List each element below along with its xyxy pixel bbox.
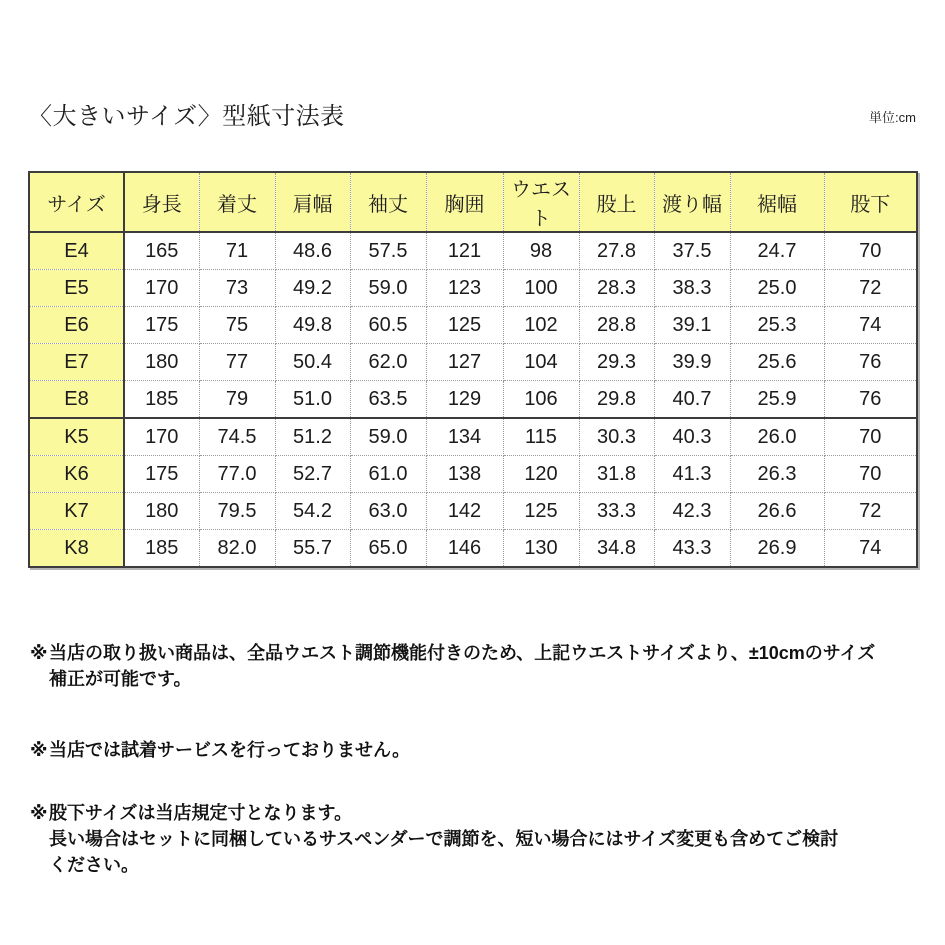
- column-header-10: 股下: [824, 172, 917, 232]
- value-cell: 75: [199, 307, 275, 344]
- value-cell: 59.0: [350, 270, 426, 307]
- size-table: [28, 171, 918, 568]
- note-line: 補正が可能です。: [49, 669, 192, 689]
- size-cell: K6: [29, 456, 124, 493]
- value-cell: 26.3: [730, 456, 824, 493]
- value-cell: 54.2: [275, 493, 350, 530]
- value-cell: 52.7: [275, 456, 350, 493]
- note-marker: ※: [30, 643, 48, 663]
- value-cell: 170: [124, 270, 199, 307]
- table-row-E7: [29, 344, 917, 381]
- value-cell: 73: [199, 270, 275, 307]
- value-cell: 185: [124, 381, 199, 419]
- value-cell: 77: [199, 344, 275, 381]
- value-cell: 26.9: [730, 530, 824, 568]
- value-cell: 127: [426, 344, 503, 381]
- value-cell: 25.6: [730, 344, 824, 381]
- value-cell: 74: [824, 530, 917, 568]
- value-cell: 72: [824, 270, 917, 307]
- value-cell: 27.8: [579, 232, 654, 270]
- column-header-1: 身長: [124, 172, 199, 232]
- value-cell: 40.7: [654, 381, 730, 419]
- note-1: [30, 640, 920, 692]
- note-line: 股下サイズは当店規定寸となります。: [49, 803, 353, 823]
- table-row-K7: [29, 493, 917, 530]
- value-cell: 82.0: [199, 530, 275, 568]
- value-cell: 63.5: [350, 381, 426, 419]
- value-cell: 70: [824, 232, 917, 270]
- value-cell: 37.5: [654, 232, 730, 270]
- value-cell: 60.5: [350, 307, 426, 344]
- notes-section: [30, 640, 920, 878]
- value-cell: 180: [124, 493, 199, 530]
- value-cell: 29.3: [579, 344, 654, 381]
- size-cell: E5: [29, 270, 124, 307]
- value-cell: 30.3: [579, 418, 654, 456]
- column-header-8: 渡り幅: [654, 172, 730, 232]
- value-cell: 28.3: [579, 270, 654, 307]
- size-cell: E4: [29, 232, 124, 270]
- value-cell: 34.8: [579, 530, 654, 568]
- value-cell: 70: [824, 456, 917, 493]
- unit-label: 単位:cm: [869, 110, 916, 125]
- value-cell: 175: [124, 307, 199, 344]
- value-cell: 76: [824, 344, 917, 381]
- value-cell: 125: [426, 307, 503, 344]
- table-row-K5: [29, 418, 917, 456]
- value-cell: 62.0: [350, 344, 426, 381]
- value-cell: 48.6: [275, 232, 350, 270]
- note-marker: ※: [30, 740, 48, 760]
- value-cell: 49.8: [275, 307, 350, 344]
- size-cell: E7: [29, 344, 124, 381]
- value-cell: 29.8: [579, 381, 654, 419]
- value-cell: 98: [503, 232, 579, 270]
- column-header-2: 着丈: [199, 172, 275, 232]
- table-header-row: [29, 172, 917, 232]
- value-cell: 77.0: [199, 456, 275, 493]
- value-cell: 142: [426, 493, 503, 530]
- note-line: 長い場合はセットに同梱しているサスペンダーで調節を、短い場合にはサイズ変更も含めてご検討: [49, 829, 839, 849]
- value-cell: 129: [426, 381, 503, 419]
- value-cell: 51.2: [275, 418, 350, 456]
- value-cell: 180: [124, 344, 199, 381]
- value-cell: 104: [503, 344, 579, 381]
- value-cell: 120: [503, 456, 579, 493]
- value-cell: 130: [503, 530, 579, 568]
- value-cell: 26.6: [730, 493, 824, 530]
- value-cell: 102: [503, 307, 579, 344]
- value-cell: 123: [426, 270, 503, 307]
- value-cell: 185: [124, 530, 199, 568]
- value-cell: 59.0: [350, 418, 426, 456]
- table-body: [29, 232, 917, 567]
- value-cell: 65.0: [350, 530, 426, 568]
- table-row-E6: [29, 307, 917, 344]
- value-cell: 72: [824, 493, 917, 530]
- value-cell: 79.5: [199, 493, 275, 530]
- size-cell: E6: [29, 307, 124, 344]
- column-header-3: 肩幅: [275, 172, 350, 232]
- value-cell: 25.3: [730, 307, 824, 344]
- table-row-K8: [29, 530, 917, 568]
- value-cell: 70: [824, 418, 917, 456]
- value-cell: 43.3: [654, 530, 730, 568]
- column-header-4: 袖丈: [350, 172, 426, 232]
- value-cell: 25.0: [730, 270, 824, 307]
- value-cell: 41.3: [654, 456, 730, 493]
- value-cell: 146: [426, 530, 503, 568]
- note-line: 当店の取り扱い商品は、全品ウエスト調節機能付きのため、上記ウエストサイズより、±10cmのサイズ: [49, 643, 876, 663]
- table-row-E4: [29, 232, 917, 270]
- value-cell: 61.0: [350, 456, 426, 493]
- note-marker: ※: [30, 803, 48, 823]
- note-line: ください。: [49, 855, 139, 875]
- value-cell: 74.5: [199, 418, 275, 456]
- value-cell: 79: [199, 381, 275, 419]
- value-cell: 49.2: [275, 270, 350, 307]
- note-2: [30, 737, 920, 763]
- value-cell: 25.9: [730, 381, 824, 419]
- value-cell: 51.0: [275, 381, 350, 419]
- value-cell: 40.3: [654, 418, 730, 456]
- value-cell: 165: [124, 232, 199, 270]
- value-cell: 175: [124, 456, 199, 493]
- value-cell: 63.0: [350, 493, 426, 530]
- value-cell: 121: [426, 232, 503, 270]
- value-cell: 74: [824, 307, 917, 344]
- value-cell: 57.5: [350, 232, 426, 270]
- table-row-K6: [29, 456, 917, 493]
- value-cell: 170: [124, 418, 199, 456]
- value-cell: 106: [503, 381, 579, 419]
- note-line: 当店では試着サービスを行っておりません。: [49, 740, 411, 760]
- value-cell: 125: [503, 493, 579, 530]
- column-header-6: ウエスト: [503, 172, 579, 232]
- size-cell: K5: [29, 418, 124, 456]
- value-cell: 39.9: [654, 344, 730, 381]
- value-cell: 100: [503, 270, 579, 307]
- table-row-E8: [29, 381, 917, 419]
- column-header-0: サイズ: [29, 172, 124, 232]
- column-header-7: 股上: [579, 172, 654, 232]
- value-cell: 50.4: [275, 344, 350, 381]
- value-cell: 115: [503, 418, 579, 456]
- value-cell: 24.7: [730, 232, 824, 270]
- value-cell: 71: [199, 232, 275, 270]
- table-row-E5: [29, 270, 917, 307]
- size-cell: K8: [29, 530, 124, 568]
- column-header-5: 胸囲: [426, 172, 503, 232]
- value-cell: 138: [426, 456, 503, 493]
- value-cell: 33.3: [579, 493, 654, 530]
- page-title: 〈大きいサイズ〉型紙寸法表: [28, 103, 345, 130]
- note-3: [30, 800, 920, 878]
- size-cell: K7: [29, 493, 124, 530]
- value-cell: 55.7: [275, 530, 350, 568]
- value-cell: 134: [426, 418, 503, 456]
- value-cell: 39.1: [654, 307, 730, 344]
- size-cell: E8: [29, 381, 124, 419]
- value-cell: 38.3: [654, 270, 730, 307]
- value-cell: 76: [824, 381, 917, 419]
- value-cell: 26.0: [730, 418, 824, 456]
- value-cell: 31.8: [579, 456, 654, 493]
- column-header-9: 裾幅: [730, 172, 824, 232]
- value-cell: 42.3: [654, 493, 730, 530]
- value-cell: 28.8: [579, 307, 654, 344]
